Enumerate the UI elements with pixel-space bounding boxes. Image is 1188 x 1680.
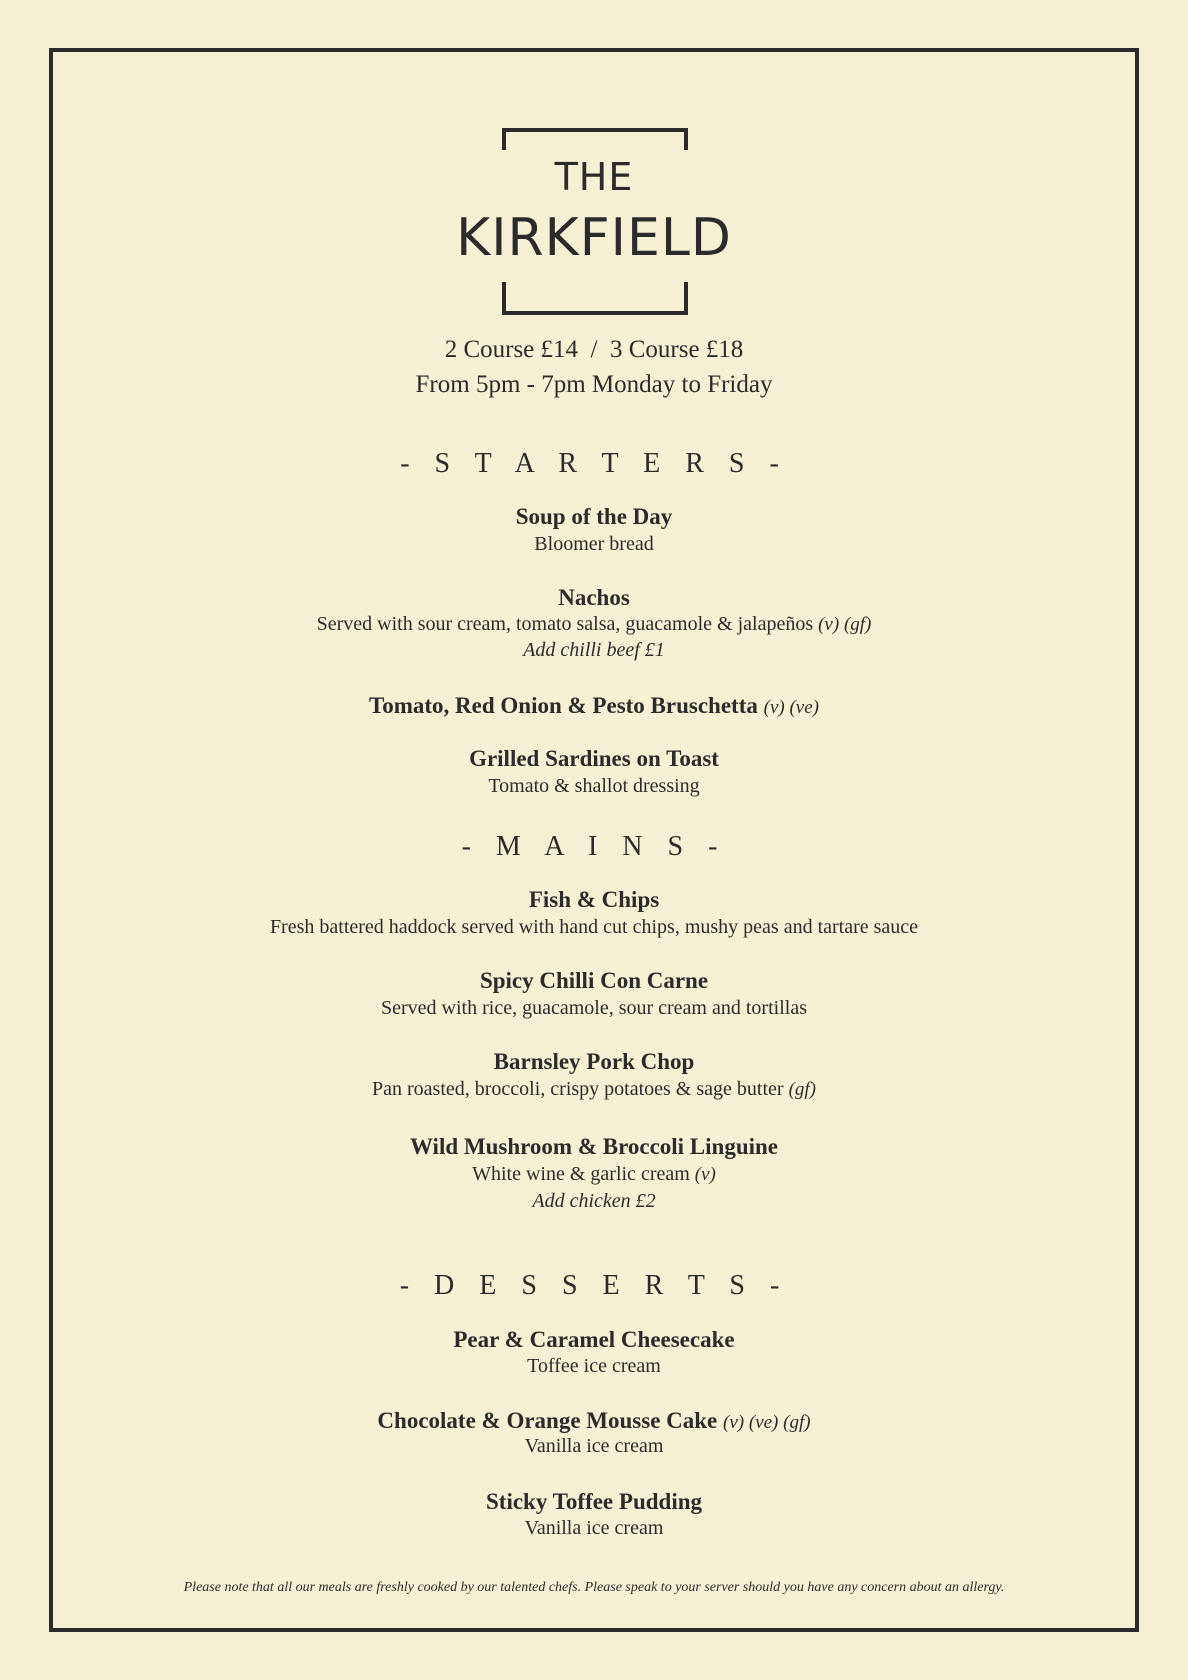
dish-name: Wild Mushroom & Broccoli Linguine: [409, 1134, 779, 1159]
dietary-tags: (v) (ve) (gf): [723, 1412, 811, 1433]
dish-extra: Add chilli beef £1: [523, 639, 665, 661]
section-heading-starters: - S T A R T E R S -: [400, 448, 788, 479]
dietary-tags: (gf): [788, 1079, 816, 1100]
dish-description: Served with rice, guacamole, sour cream and tortillas: [381, 997, 807, 1019]
section-heading-mains: - M A I N S -: [461, 831, 727, 862]
dish-description-line: [0, 614, 1188, 634]
dish-extra: Add chicken £2: [532, 1190, 656, 1212]
logo-line-kirkfield: KIRKFIELD: [456, 208, 732, 268]
course-price: 2 Course £14 / 3 Course £18: [444, 336, 744, 363]
dish-description: Toffee ice cream: [527, 1355, 661, 1377]
dish-name: Soup of the Day: [515, 504, 673, 529]
dish-description: Fresh battered haddock served with hand cut chips, mushy peas and tartare sauce: [269, 916, 919, 938]
dish-description: White wine & garlic cream: [472, 1163, 690, 1185]
dish-name: Barnsley Pork Chop: [493, 1049, 695, 1074]
dish-description-line: [0, 1164, 1188, 1184]
dish-name: Sticky Toffee Pudding: [486, 1489, 702, 1514]
dish-description-line: [0, 1079, 1188, 1099]
allergy-note: Please note that all our meals are freshly cooked by our talented chefs. Please speak to your server should you have any concern about an allergy.: [183, 1580, 1005, 1595]
dish-name-line: [0, 694, 1188, 717]
dish-name: Nachos: [558, 585, 630, 610]
dish-description: Bloomer bread: [534, 533, 654, 555]
section-heading-desserts: - D E S S E R T S -: [399, 1270, 789, 1301]
offer-hours: From 5pm - 7pm Monday to Friday: [415, 371, 773, 398]
dish-name: Fish & Chips: [528, 887, 660, 912]
dish-name-line: [0, 1409, 1188, 1432]
dish-description: Served with sour cream, tomato salsa, guacamole & jalapeños: [316, 613, 814, 635]
dish-name: Pear & Caramel Cheesecake: [453, 1327, 735, 1352]
dish-description: Pan roasted, broccoli, crispy potatoes & sage butter: [372, 1078, 784, 1100]
dietary-tags: (v) (ve): [763, 697, 819, 718]
dietary-tags: (v) (gf): [818, 614, 872, 635]
dish-name: Tomato, Red Onion & Pesto Bruschetta: [369, 693, 758, 718]
dietary-tags: (v): [694, 1164, 716, 1185]
dish-description: Vanilla ice cream: [524, 1435, 664, 1457]
dish-description: Tomato & shallot dressing: [488, 775, 700, 797]
dish-name: Grilled Sardines on Toast: [469, 746, 719, 771]
dish-name: Spicy Chilli Con Carne: [479, 968, 709, 993]
dish-name: Chocolate & Orange Mousse Cake: [377, 1408, 718, 1433]
dish-description: Vanilla ice cream: [524, 1517, 664, 1539]
logo-line-the: THE: [554, 155, 634, 199]
